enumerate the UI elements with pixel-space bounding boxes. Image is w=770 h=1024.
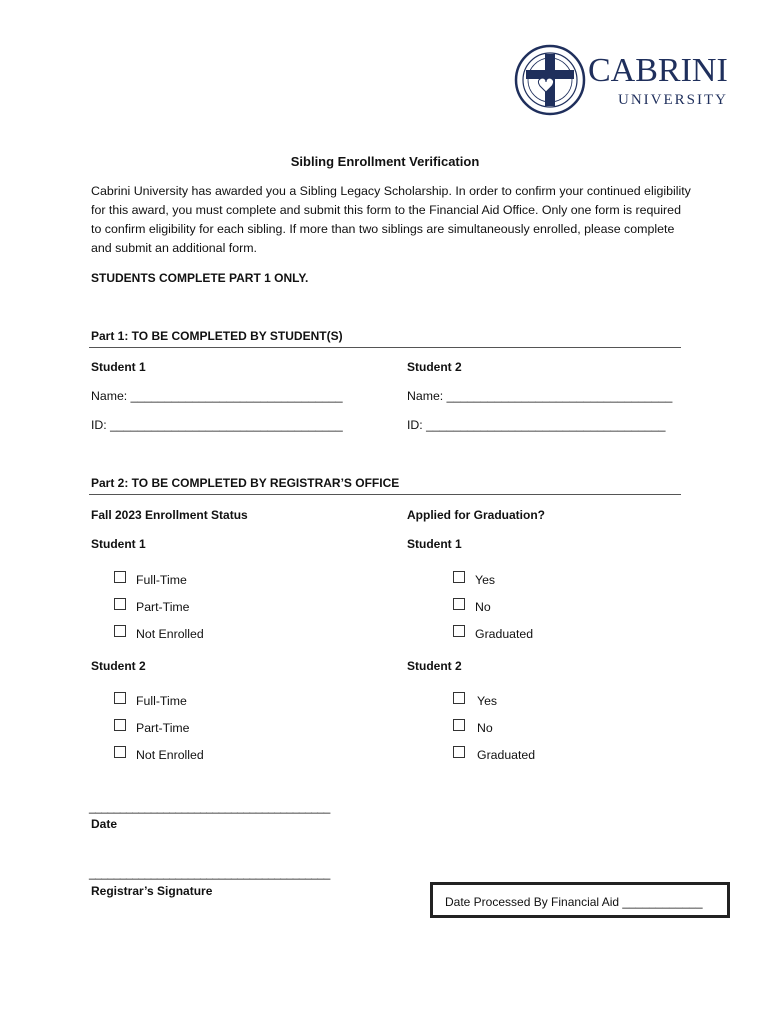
logo-brand-name: CABRINI (588, 52, 728, 89)
graduation-heading: Applied for Graduation? (407, 508, 545, 522)
registrar-signature-label: Registrar’s Signature (91, 884, 213, 898)
graduation-student2-label: Student 2 (407, 659, 462, 673)
student2-name-field[interactable]: Name: _________________________________ (407, 389, 673, 403)
financial-aid-box (430, 882, 730, 918)
student2-id-field[interactable]: ID: ___________________________________ (407, 418, 666, 432)
graduation-student1-label: Student 1 (407, 537, 462, 551)
s1-graduated-checkbox[interactable] (453, 625, 465, 637)
part1-heading: Part 1: TO BE COMPLETED BY STUDENT(S) (91, 329, 343, 343)
part1-student1-label: Student 1 (91, 360, 146, 374)
s2-graduated-label: Graduated (477, 748, 536, 762)
part2-heading: Part 2: TO BE COMPLETED BY REGISTRAR’S OFFICE (91, 476, 400, 490)
s2-no-checkbox[interactable] (453, 719, 465, 731)
logo-brand-subtitle: UNIVERSITY (618, 92, 728, 108)
part1-divider (89, 347, 681, 348)
enrollment-student1-label: Student 1 (91, 537, 146, 551)
s2-no-label: No (477, 721, 493, 735)
s1-not-enrolled-label: Not Enrolled (136, 627, 204, 641)
s2-yes-label: Yes (477, 694, 498, 708)
intro-paragraph: Cabrini University has awarded you a Sibling Legacy Scholarship. In order to confirm your continued eligibility for this award, you must complete and submit this form to the Financial Aid Office. Only one form is required to confirm eligibility for each sibling. If more than two siblings are simultaneously enrolled, please complete and submit an additional form. (91, 184, 691, 255)
s2-yes-checkbox[interactable] (453, 692, 465, 704)
s1-part-time-checkbox[interactable] (114, 598, 126, 610)
cabrini-logo (514, 44, 726, 118)
s1-no-label: No (475, 600, 491, 614)
s1-graduated-label: Graduated (475, 627, 534, 641)
s2-graduated-checkbox[interactable] (453, 746, 465, 758)
s2-full-time-label: Full-Time (136, 694, 187, 708)
part2-divider (89, 494, 681, 495)
financial-aid-date-processed[interactable]: Date Processed By Financial Aid ____________ (445, 895, 703, 909)
part1-student2-label: Student 2 (407, 360, 462, 374)
s2-part-time-checkbox[interactable] (114, 719, 126, 731)
student1-id-field[interactable]: ID: __________________________________ (91, 418, 343, 432)
s1-part-time-label: Part-Time (136, 600, 190, 614)
s1-not-enrolled-checkbox[interactable] (114, 625, 126, 637)
s2-not-enrolled-checkbox[interactable] (114, 746, 126, 758)
university-seal-icon (514, 44, 586, 116)
s2-part-time-label: Part-Time (136, 721, 190, 735)
student1-name-field[interactable]: Name: _______________________________ (91, 389, 343, 403)
s1-full-time-label: Full-Time (136, 573, 187, 587)
s1-yes-checkbox[interactable] (453, 571, 465, 583)
student-instruction: STUDENTS COMPLETE PART 1 ONLY. (91, 271, 309, 285)
registrar-signature-line[interactable]: _______________________________________ (89, 866, 330, 880)
s2-not-enrolled-label: Not Enrolled (136, 748, 204, 762)
date-label: Date (91, 817, 118, 831)
s1-full-time-checkbox[interactable] (114, 571, 126, 583)
s1-yes-label: Yes (475, 573, 496, 587)
date-signature-line[interactable]: _______________________________________ (89, 800, 330, 814)
s2-full-time-checkbox[interactable] (114, 692, 126, 704)
s1-no-checkbox[interactable] (453, 598, 465, 610)
enrollment-student2-label: Student 2 (91, 659, 146, 673)
enrollment-status-heading: Fall 2023 Enrollment Status (91, 508, 248, 522)
document-title: Sibling Enrollment Verification (290, 154, 480, 169)
